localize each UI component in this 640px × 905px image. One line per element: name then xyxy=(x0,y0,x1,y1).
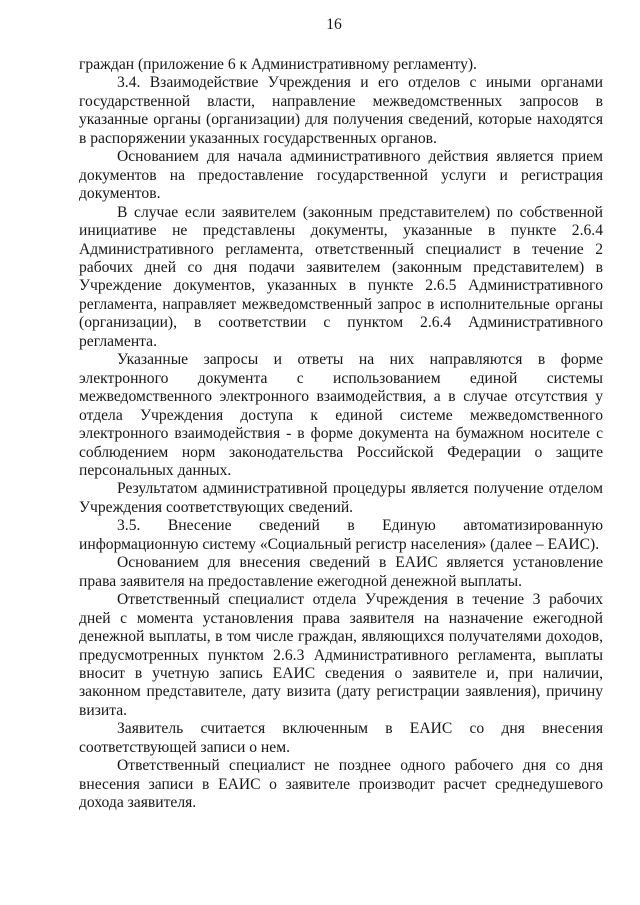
paragraph-section-3-5: 3.5. Внесение сведений в Единую автоматизированную информационную систему «Социальный регистр населения» (далее – ЕАИС). xyxy=(79,517,603,553)
paragraph-continuation: граждан (приложение 6 к Административному регламенту). xyxy=(79,56,477,73)
document-body xyxy=(79,56,603,813)
paragraph-income-calculation: Ответственный специалист не позднее одного рабочего дня со дня внесения записи в ЕАИС о заявителе производит расчет среднедушевого дохода заявителя. xyxy=(79,757,603,812)
paragraph-specialist-entry: Ответственный специалист отдела Учреждения в течение 3 рабочих дней с момента установления права заявителя на назначение ежегодной денежной выплаты, в том числе граждан, являющихся получателями доходов, предусмотренных пунктом 2.6.3 Административного регламента, выплаты вносит в учетную запись ЕАИС сведения о заявителе и, при наличии, законном представителе, дату визита (дату регистрации заявления), причину визита. xyxy=(79,591,603,719)
paragraph-electronic-form: Указанные запросы и ответы на них направляются в форме электронного документа с использованием единой системы межведомственного электронного взаимодействия, а в случае отсутствия у отдела Учреждения доступа к единой системе межведомственного электронного взаимодействия - в форме документа на бумажном носителе с соблюдением норм законодательства Российской Федерации о защите персональных данных. xyxy=(79,351,603,479)
paragraph-basis-start: Основанием для начала административного действия является прием документов на предоставление государственной услуги и регистрация документов. xyxy=(79,148,603,203)
page-number: 16 xyxy=(326,16,342,33)
paragraph-interagency-request: В случае если заявителем (законным представителем) по собственной инициативе не представлены документы, указанные в пункте 2.6.4 Административного регламента, ответственный специалист в течение 2 рабочих дней со дня подачи заявителем (законным представителем) в Учреждение документов, указанных в пункте 2.6.5 Административного регламента, направляет межведомственный запрос в исполнительные органы (организации), в соответствии с пунктом 2.6.4 Административного регламента. xyxy=(79,203,603,350)
paragraph-section-3-4: 3.4. Взаимодействие Учреждения и его отделов с иными органами государственной власти, направление межведомственных запросов в указанные органы (организации) для получения сведений, которые находятся в распоряжении указанных государственных органов. xyxy=(79,74,603,147)
paragraph-applicant-included: Заявитель считается включенным в ЕАИС со дня внесения соответствующей записи о нем. xyxy=(79,720,603,756)
paragraph-eais-basis: Основанием для внесения сведений в ЕАИС является установление права заявителя на предоставление ежегодной денежной выплаты. xyxy=(79,554,603,590)
paragraph-result: Результатом административной процедуры является получение отделом Учреждения соответствующих сведений. xyxy=(79,480,603,516)
